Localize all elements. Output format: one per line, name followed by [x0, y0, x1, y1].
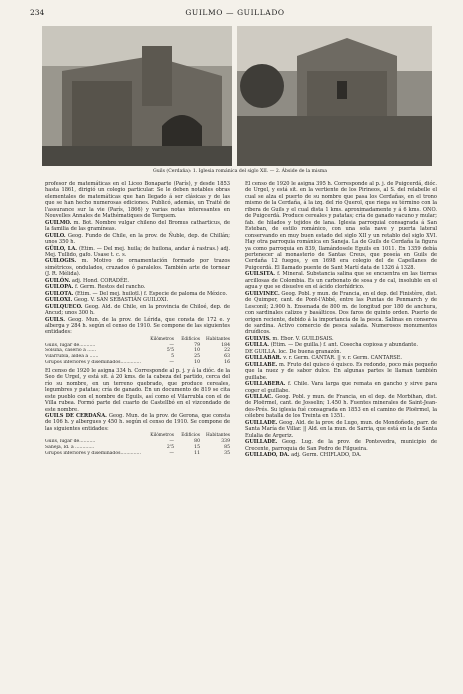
left-column: [45, 181, 230, 459]
entry-text: m. Ebor. V. GUILDSAIS.: [272, 335, 334, 342]
entry-text: Geog. Fundo de Chile, en la prov. de Ñuble, dep. de Chillán; unos 350 h.: [45, 232, 230, 246]
cell-value: —: [169, 439, 174, 445]
dictionary-entry: [45, 246, 230, 259]
running-header: [30, 8, 440, 20]
cell-value: 79: [194, 342, 200, 348]
entry-headword: GUILVINEC.: [245, 290, 280, 297]
entry-text: m. Fruto del quisco ó quisco. Es redondo, poco más pequeño que la nuez y de sabor dulce. En algunas partes le llaman también guillabe.: [245, 361, 438, 381]
page-number: 234: [30, 8, 45, 17]
dictionary-entry: [245, 452, 437, 458]
entry-text: Geog. Ald. de Chile, en la provincia de Chiloé, dep. de Ancud; unos 300 h.: [45, 303, 230, 317]
table-row: [45, 360, 230, 366]
row-label: Saneja, ld. á .............: [45, 444, 95, 450]
entry-text: Geog. Mun. de la prov. de Lérida, que consta de 172 e. y alberga y 284 h. según el censo de 1910. Se compone de las siguientes entidades:: [45, 316, 230, 336]
cell-value: 35: [224, 450, 230, 456]
row-label: Vilarrubla, aldea á ......: [45, 354, 99, 360]
row-label: Guils, lugar de...........: [45, 439, 96, 445]
entry-text: El censo de 1920 le asigna 395 h. Corresponde al p. j. de Puigcerdá, dióc. de Urgel, y está sit. en la vertiente de los Pirineos, al S. del relabelle el cual se alza el puerto de su nombre que pasa los Cerdañas, en el trono mismo de la Cerdaña, á la izq. del río Querol, que riega su término con la ribera de Guils y el cual dista 1 kms. aproximadamente y á 6 kms. ONO. de Puigcerdá. Produce cereales y patatas; cría de ganado vacuno y mular; fab. de hilados y tejidos de lana. Iglesia parroquial consagrada á San Esteban, de estilo románico, con una sola nave y puerta lateral conservando en muy buen estado del siglo XII y un retablo del siglo XVI. Hay otra parroquia románica en Saneja. La de Guils de Cerdaña la figura ya como parroquia en 839, llamándosele Eguils en 1011. En 1359 debía pertenecer al monasterio de Santas Creus, que poseía en Guils de Cerdaña 12 fuegos, y en 1698 era colegio del de Capellanes de Puigcerdá. El llamado puente de Sant Martí data de 1326 á 1328.: [245, 181, 437, 271]
column-header: Edificios: [181, 336, 200, 342]
entry-headword: GUILMO.: [45, 219, 72, 226]
dictionary-entry: [245, 439, 437, 452]
photo-caption: Guils (Cerdaña): 1. Iglesia románica del siglo XII. — 2. Ábside de la misma: [153, 169, 327, 174]
entry-text: (Etim. — Del mej. huila; de huilona, andar á rastras.) adj. Mej. Tullido, gafo. Usase t. c. s.: [45, 245, 231, 258]
column-header: Kilómetros: [150, 433, 174, 439]
entry-headword: GUILSITA.: [245, 271, 276, 278]
entry-headword: GUILLABE.: [245, 361, 278, 368]
column-header: Habitantes: [206, 336, 230, 342]
right-column: [245, 181, 437, 458]
dictionary-entry: [45, 317, 230, 336]
entry-text: El censo de 1920 le asigna 334 h. Corresponde al p. j. y á la dióc. de la Seo de Urgel, y está sit. á 20 kms. de la cabeza del partido, cerca del río su nombre, en un terreno quebrado, que produce cereales, legumbres y patatas; cría de ganado. En un documento de 819 se cita este pueblo con el nombre de Eguils, así como el Vilarrubla con el de Villa rubea. Formó parte del cuarto de Castellbó en el vizcondado de este nombre.: [45, 367, 230, 413]
cell-value: 85: [224, 444, 230, 450]
dictionary-entry: [45, 413, 230, 432]
entry-headword: GUILS DE CERDAÑA.: [45, 413, 107, 420]
entry-headword: GUILS.: [45, 316, 66, 323]
entry-headword: GUILLAC.: [245, 393, 274, 400]
cell-value: —: [169, 342, 174, 348]
entry-headword: GUILLA.: [245, 342, 270, 349]
row-label: Grupos inferiores y diseminados..............: [45, 450, 141, 456]
entry-text: Geog. Pobl. y mun. de Francia, en el dep. del Finistère, dist. de Quimper, cant. de Pont-l'Abbé, entre las Puntas de Penmarch y de Lesconil; 2.900 h. Ensenada de 800 m. de longitud por 180 de anchura, con sardinales calizos y basálticos. Dos faros de quinto orden. Puerto de origen reciente, debido á la importancia de la pesca. Salinas en conserva de sardina. Activo comercio de pesca salada. Numerosos monumentos druídicos.: [245, 290, 437, 336]
entry-headword: GUILQUECO.: [45, 303, 83, 310]
apse-photo: [237, 26, 432, 166]
entry-text: Geog. V. SAN SEBASTIÁN GUILOXI.: [73, 297, 169, 304]
running-title: GUILMO — GUILLADO: [185, 8, 285, 17]
entry-text: f. Chile. Vara larga que remata en gancho y sirve para coger el guillabe.: [245, 381, 437, 394]
entry-text: Geog. Lug. de la prov. de Pontevedra, municipio de Crecente, parroquia de San Pedro de Filgueira.: [245, 439, 437, 452]
entry-headword: GUILOXI.: [45, 297, 73, 304]
dictionary-entry: [45, 220, 230, 233]
entry-headword: GUILOPA.: [45, 284, 74, 291]
entry-headword: GUILLADE.: [245, 439, 278, 446]
entry-headword: GUILLABERA.: [245, 381, 286, 388]
cell-value: 25: [194, 354, 200, 360]
column-header: Habitantes: [206, 433, 230, 439]
dictionary-entry: [245, 381, 437, 394]
cell-value: 15: [194, 444, 200, 450]
dictionary-entry: [45, 368, 230, 413]
entry-headword: GUILO.: [45, 232, 66, 239]
entry-text: f. Mineral. Substancia salina que se encuentra en las tierras arcillosas de Colombia. Es un carbonato de sosa y de cal, insoluble en el agua y que se disuelve en el ácido clorhídrico.: [245, 271, 437, 291]
entry-text: f. Germ. Restos del rancho.: [75, 284, 146, 291]
cell-value: 16: [224, 360, 230, 366]
guils-cerdana-entities-table: [45, 433, 230, 456]
column-header: Kilómetros: [150, 336, 174, 342]
dictionary-entry: [245, 181, 437, 271]
entry-text: m. Motivo de ornamentación formado por trazos simétricos, ondulados, cruzados ó paralelos. También arte de tornear (J. R. Mélida).: [45, 258, 230, 278]
dictionary-entry: [245, 362, 437, 381]
entry-headword: GUILOTA.: [45, 290, 74, 297]
entry-text: (Etim. — Del mej. huilotl.) f. Especie de paloma de México.: [75, 290, 228, 297]
entry-text: DE GUILLA. loc. De buena granazón.: [245, 348, 342, 355]
entry-text: Geog. Ald. de la prov. de Lugo, mun. de Mondoñedo, parr. de Santa María de Villar. || Ald. en la mun. de Sarria, que está en la de Santa Eulalia de Argeriz.: [245, 419, 437, 439]
row-label: Guils, lugar de...........: [45, 342, 96, 348]
entry-headword: GUILLABAR.: [245, 355, 282, 362]
entry-headword: GUILÓN.: [45, 277, 71, 284]
cell-value: 10: [194, 360, 200, 366]
cell-value: 2'5: [166, 444, 174, 450]
cell-value: 184: [221, 342, 230, 348]
row-label: Solsina, caserío á ......: [45, 348, 97, 354]
dictionary-entry: [45, 233, 230, 246]
entry-headword: GÜILO, LA.: [45, 245, 78, 252]
dictionary-entry: [245, 291, 437, 336]
dictionary-entry: [45, 181, 230, 220]
church-photo: [42, 26, 232, 166]
entry-text: Geog. Mun. de la prov. de Gerona, que consta de 106 h. y albergues y 450 h. según el censo de 1910. Se compone de las siguientes entidades:: [45, 413, 230, 432]
entry-text: adj. Germ. CHIFLADO, DA.: [291, 452, 362, 459]
cell-value: 80: [194, 439, 200, 445]
entry-headword: GUILOGIS.: [45, 258, 77, 265]
table-row: [45, 451, 230, 457]
cell-value: 11: [194, 450, 200, 456]
entry-text: m. Bot. Nombre vulgar chileno del Bromus catharticus, de la familia de las gramíneas.: [45, 219, 230, 233]
dictionary-entry: [45, 258, 230, 277]
entry-text: Geog. Pobl. y mun. de Francia, en el dep. de Morbihan, dist. de Ploërmel, cant. de Josselin; 1.450 h. Fuentes minerales de Saint-Jean-des-Prés. Su iglesia fué consagrada en 1853 en el camino de Ploërmel, la célebre batalla de los Treinta en 1351.: [245, 393, 437, 420]
entry-headword: GUILVIS.: [245, 335, 271, 342]
entry-text: v. r. Germ. CANTAR. || v. r. Germ. CANTARSE.: [283, 355, 403, 362]
guils-entities-table: [45, 337, 230, 366]
dictionary-entry: [245, 420, 437, 439]
dictionary-entry: [245, 271, 437, 290]
entry-text: adj. Hond. CORADÉE.: [71, 277, 130, 284]
cell-value: —: [169, 360, 174, 366]
entry-text: (Etim. — De guilla.) f. ant. Cosecha copiosa y abundante.: [270, 342, 418, 349]
cell-value: 10: [194, 348, 200, 354]
entry-headword: GUILLADO, DA.: [245, 452, 290, 459]
cell-value: 22: [224, 348, 230, 354]
dictionary-entry: [245, 394, 437, 420]
column-header: Edificios: [181, 433, 200, 439]
cell-value: 339: [221, 439, 230, 445]
cell-value: 5'5: [166, 348, 174, 354]
entry-headword: GUILLADE.: [245, 419, 278, 426]
cell-value: 5: [171, 354, 174, 360]
row-label: Grupos inferiores y diseminados..............: [45, 360, 141, 366]
entry-text: profesor de matemáticas en el Liceo Bonaparte (París), y desde 1853 hasta 1861, dirigió un colegio particular. Se le deben notables obras elementales de matemáticas que han llegado á ser clásicas y de las que se han hecho numerosas ediciones. Publicó, además, un Traité de l'assurance sur la vie (París, 1866) y varias notas interesantes en Nouvelles Annales de Mathématiques de Terquem.: [45, 181, 230, 220]
dictionary-entry: [45, 304, 230, 317]
cell-value: 63: [224, 354, 230, 360]
cell-value: —: [169, 450, 174, 456]
photo-strip: [42, 26, 432, 166]
